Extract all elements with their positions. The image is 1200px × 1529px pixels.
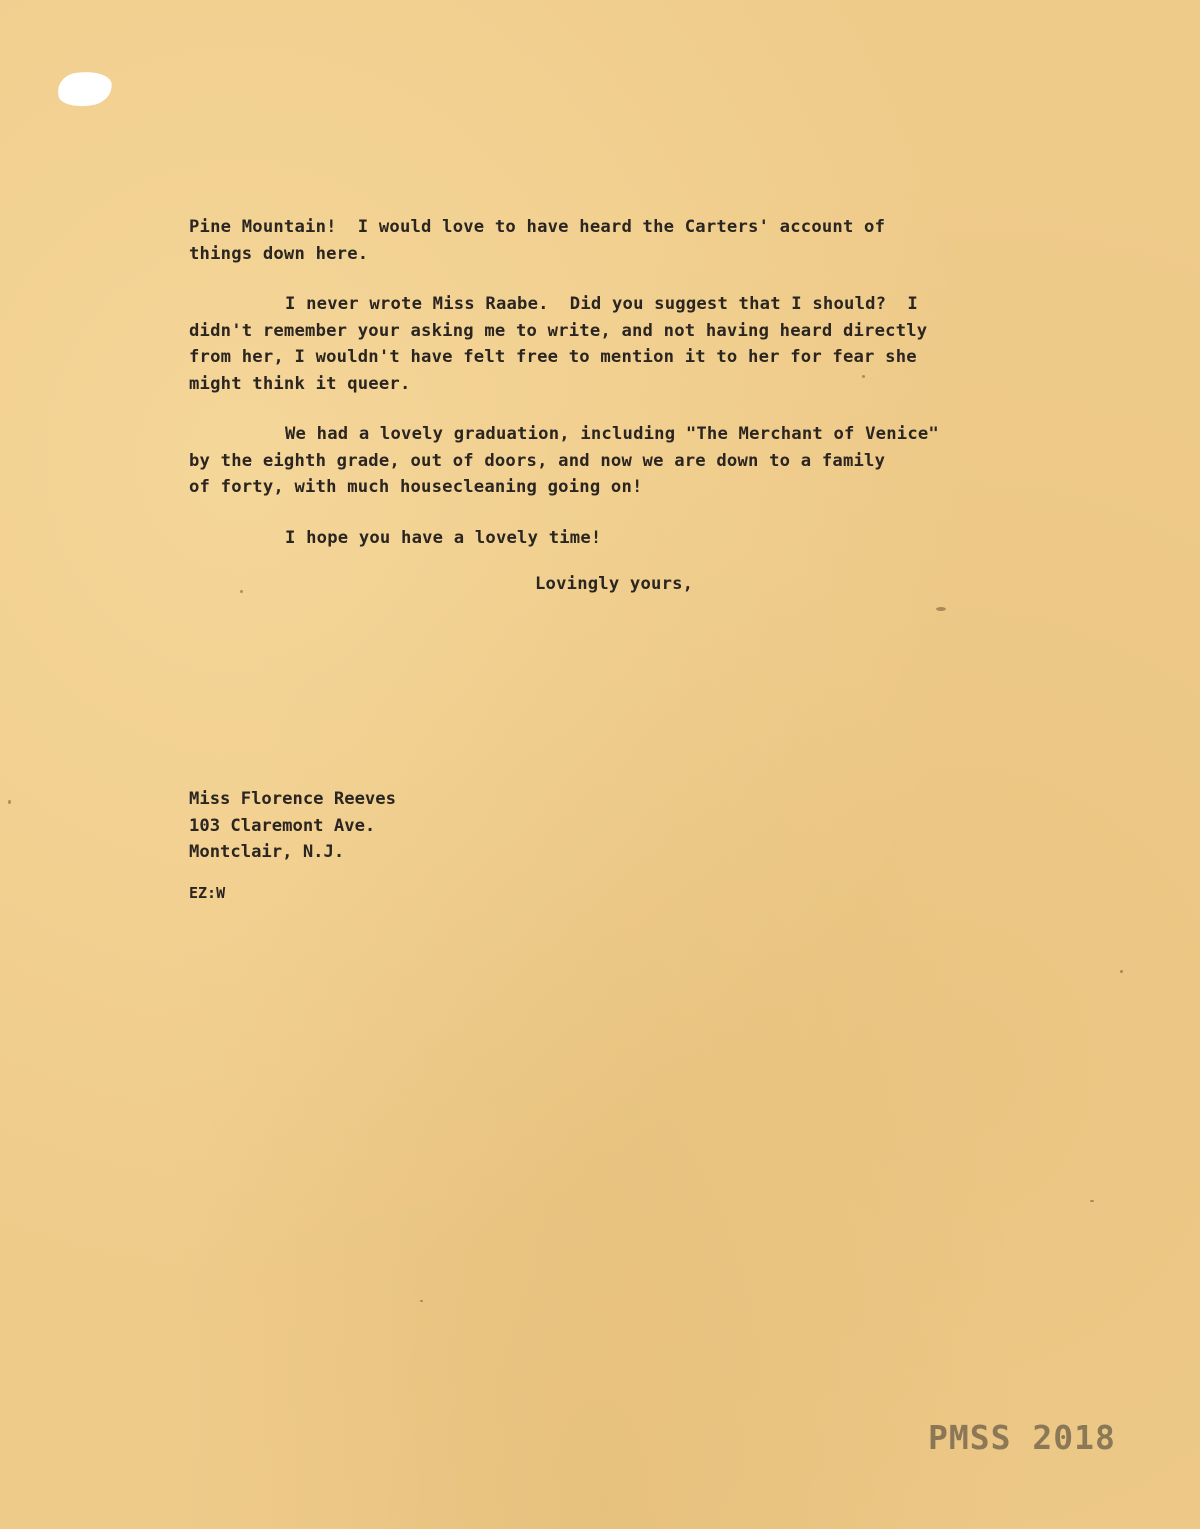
paper-speck (420, 1300, 423, 1302)
archive-watermark: PMSS 2018 (928, 1418, 1116, 1457)
paper-speck (240, 590, 243, 593)
paper-speck (1120, 970, 1123, 973)
torn-corner (56, 69, 113, 108)
letter-body (189, 214, 1049, 622)
paper-speck (8, 800, 11, 804)
paper-speck (862, 375, 865, 378)
paragraph-graduation: We had a lovely graduation, including "The Merchant of Venice" by the eighth grade, out of doors, and now we are down to a family of forty, with much housecleaning going on! (189, 424, 939, 497)
recipient-address: Miss Florence Reeves 103 Claremont Ave. Montclair, N.J. (189, 789, 396, 862)
typist-initials: EZ:W (189, 884, 226, 902)
paragraph-miss-raabe: I never wrote Miss Raabe. Did you suggest that I should? I didn't remember your asking me to write, and not having heard directly from her, I wouldn't have felt free to mention it to her for fear she might think it queer. (189, 294, 928, 394)
paragraph-lovely-time: I hope you have a lovely time! (285, 527, 602, 548)
paragraph-pine-mountain: Pine Mountain! I would love to have heard the Carters' account of things down here. (189, 217, 886, 264)
paper-speck (936, 607, 946, 611)
paper-speck (1090, 1200, 1094, 1202)
closing: Lovingly yours, (535, 574, 694, 594)
